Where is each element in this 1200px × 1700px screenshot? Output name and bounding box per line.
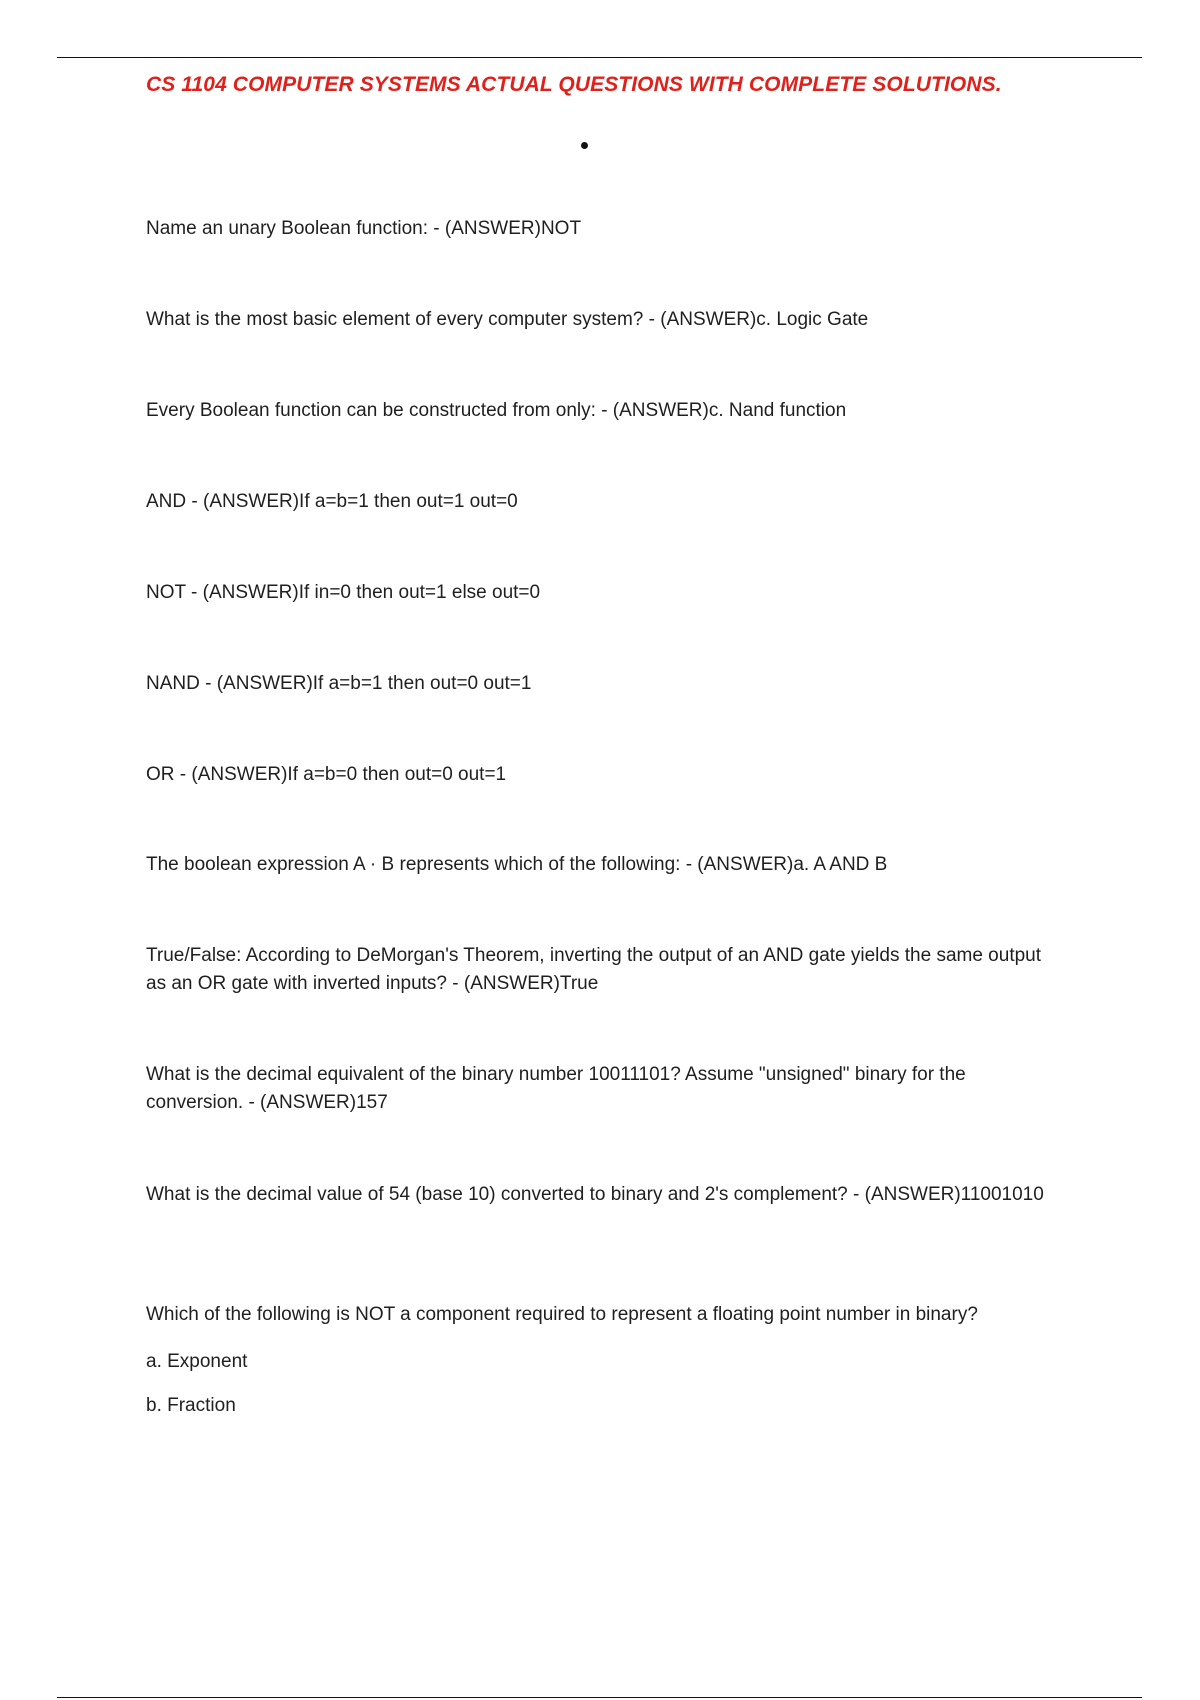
question-5: NOT - (ANSWER)If in=0 then out=1 else out=0 (146, 582, 541, 603)
question-7: OR - (ANSWER)If a=b=0 then out=0 out=1 (146, 764, 507, 785)
bullet-marker (581, 142, 588, 149)
option-b: b. Fraction (146, 1395, 236, 1416)
question-1: Name an unary Boolean function: - (ANSWER)NOT (146, 218, 582, 239)
question-10: What is the decimal equivalent of the binary number 10011101? Assume "unsigned" binary for the conversion. - (ANSWER)157 (146, 1064, 966, 1113)
bottom-rule (57, 1697, 1142, 1698)
option-a: a. Exponent (146, 1351, 248, 1372)
question-12: Which of the following is NOT a component required to represent a floating point number in binary? (146, 1304, 978, 1325)
question-4: AND - (ANSWER)If a=b=1 then out=1 out=0 (146, 491, 518, 512)
question-6: NAND - (ANSWER)If a=b=1 then out=0 out=1 (146, 673, 532, 694)
question-2: What is the most basic element of every computer system? - (ANSWER)c. Logic Gate (146, 309, 869, 330)
question-11: What is the decimal value of 54 (base 10) converted to binary and 2's complement? - (ANSWER)11001010 (146, 1184, 1044, 1205)
question-8: The boolean expression A · B represents which of the following: - (ANSWER)a. A AND B (146, 854, 888, 875)
question-3: Every Boolean function can be constructed from only: - (ANSWER)c. Nand function (146, 400, 847, 421)
question-9: True/False: According to DeMorgan's Theorem, inverting the output of an AND gate yields the same output as an OR gate with inverted inputs? - (ANSWER)True (146, 945, 1042, 994)
top-rule (57, 57, 1142, 58)
document-title: CS 1104 COMPUTER SYSTEMS ACTUAL QUESTIONS WITH COMPLETE SOLUTIONS. (146, 73, 1002, 96)
